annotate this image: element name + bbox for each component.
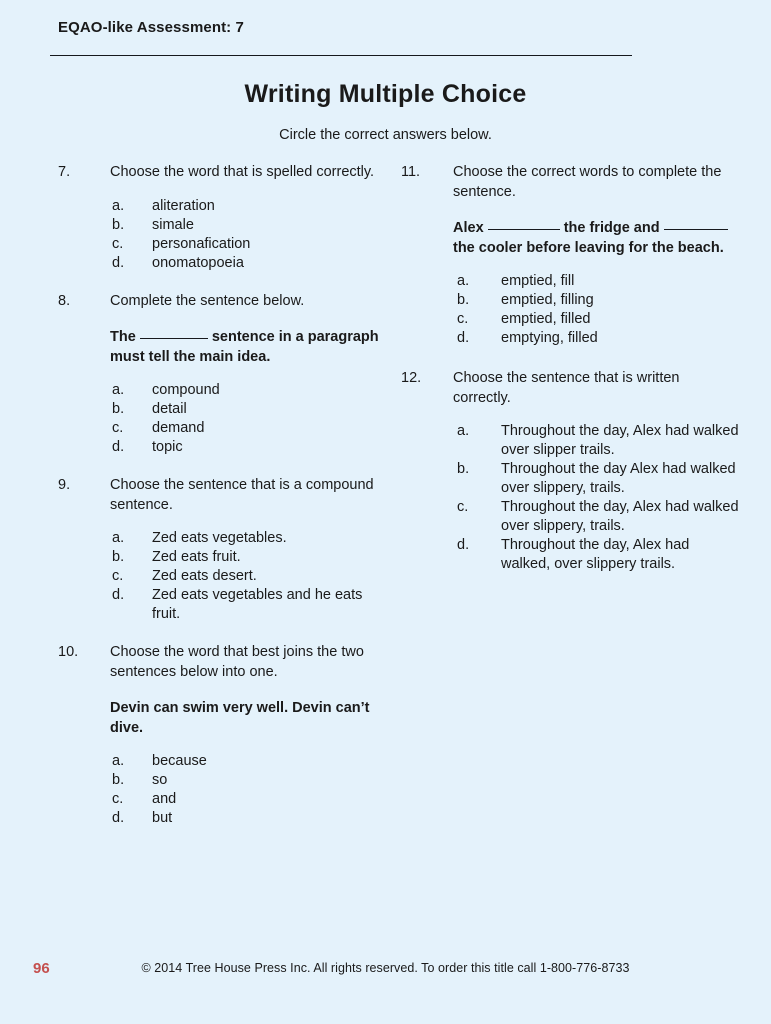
question-prompt: Devin can swim very well. Devin can’t dive.: [110, 700, 370, 736]
question-number: 8.: [58, 292, 71, 309]
option-text: but: [152, 810, 173, 826]
option-text: compound: [152, 382, 220, 398]
option-letter: d.: [112, 439, 125, 455]
option-text: Throughout the day Alex had walked over slippery, trails.: [501, 461, 736, 496]
option-row[interactable]: [112, 254, 388, 273]
option-text: aliteration: [152, 197, 215, 214]
option-list: [112, 197, 388, 273]
question-stem: Choose the word that is spelled correctly.: [110, 164, 375, 180]
question-head: [401, 163, 741, 202]
option-text: because: [152, 753, 207, 769]
option-text: Zed eats vegetables.: [152, 530, 287, 546]
option-text: and: [152, 791, 177, 807]
option-row[interactable]: [112, 529, 388, 548]
option-row[interactable]: [112, 548, 388, 567]
question-item: [58, 476, 388, 624]
question-head: [58, 163, 388, 183]
prompt-text-part1: Alex: [453, 220, 488, 236]
question-item: [401, 369, 741, 574]
option-text: demand: [152, 420, 205, 436]
option-row[interactable]: [457, 498, 741, 536]
option-letter: c.: [112, 791, 124, 807]
option-letter: a.: [457, 423, 470, 439]
fill-in-blank[interactable]: [664, 229, 728, 230]
header-divider: [50, 55, 632, 56]
option-letter: a.: [112, 530, 125, 546]
option-row[interactable]: [112, 752, 388, 771]
question-prompt: [453, 218, 741, 258]
option-letter: b.: [457, 461, 470, 477]
option-letter: c.: [112, 420, 124, 436]
prompt-text-part2: the fridge and: [559, 220, 664, 236]
question-column-right: [401, 163, 741, 594]
question-column-left: [58, 163, 388, 847]
option-row[interactable]: [112, 400, 388, 419]
question-stem: Choose the correct words to complete the sentence.: [453, 164, 722, 200]
page-instructions: Circle the correct answers below.: [279, 127, 492, 143]
prompt-text-after: sentence in a paragraph must tell the main idea.: [110, 329, 379, 365]
option-text: Zed eats desert.: [152, 568, 257, 584]
option-text: Throughout the day, Alex had walked over slipper trails.: [501, 423, 739, 458]
option-letter: d.: [112, 810, 125, 826]
option-row[interactable]: [112, 790, 388, 809]
option-text: emptied, filled: [501, 311, 591, 327]
option-letter: c.: [112, 568, 124, 584]
option-list: [457, 272, 741, 348]
option-list: [112, 381, 388, 457]
option-row[interactable]: [112, 216, 388, 235]
question-prompt: [110, 327, 388, 367]
option-letter: d.: [112, 587, 125, 603]
option-text: Throughout the day, Alex had walked, over slippery trails.: [501, 537, 690, 572]
option-letter: d.: [112, 254, 125, 271]
option-row[interactable]: [112, 438, 388, 457]
option-letter: b.: [112, 549, 125, 565]
question-stem: Choose the sentence that is written correctly.: [453, 370, 680, 406]
option-letter: a.: [112, 197, 125, 214]
option-row[interactable]: [457, 460, 741, 498]
option-row[interactable]: [112, 809, 388, 828]
option-list: [112, 752, 388, 828]
option-row[interactable]: [112, 771, 388, 790]
option-row[interactable]: [112, 235, 388, 254]
option-letter: b.: [112, 216, 125, 233]
question-head: [58, 643, 388, 682]
option-text: detail: [152, 401, 187, 417]
option-row[interactable]: [112, 586, 388, 624]
option-row[interactable]: [457, 329, 741, 348]
option-row[interactable]: [112, 567, 388, 586]
option-text: so: [152, 772, 168, 788]
question-number: 7.: [58, 164, 71, 180]
option-letter: a.: [112, 753, 125, 769]
option-letter: c.: [112, 235, 124, 252]
option-letter: c.: [457, 499, 469, 515]
option-letter: b.: [112, 772, 125, 788]
question-item: [58, 292, 388, 458]
option-letter: d.: [457, 330, 470, 346]
option-text: onomatopoeia: [152, 254, 244, 271]
copyright-notice: © 2014 Tree House Press Inc. All rights reserved. To order this title call 1-800-776-8733: [141, 961, 630, 975]
question-stem: Choose the word that best joins the two sentences below into one.: [110, 644, 364, 680]
question-head: [401, 369, 741, 408]
question-number: 12.: [401, 370, 422, 386]
option-row[interactable]: [457, 310, 741, 329]
option-text: emptied, filling: [501, 292, 594, 308]
page-title: Writing Multiple Choice: [244, 80, 527, 108]
option-text: simale: [152, 216, 194, 233]
option-list: [457, 422, 741, 574]
option-row[interactable]: [457, 536, 741, 574]
option-text: emptying, filled: [501, 330, 598, 346]
option-row[interactable]: [457, 422, 741, 460]
option-letter: a.: [457, 273, 470, 289]
option-letter: b.: [112, 401, 125, 417]
option-text: personafication: [152, 235, 251, 252]
question-item: [401, 163, 741, 348]
question-item: [58, 163, 388, 273]
option-letter: b.: [457, 292, 470, 308]
question-head: [58, 292, 388, 312]
prompt-text-part3: the cooler before leaving for the beach.: [453, 240, 724, 256]
fill-in-blank[interactable]: [488, 229, 560, 230]
question-number: 11.: [401, 164, 421, 180]
option-letter: c.: [457, 311, 469, 327]
option-letter: a.: [112, 382, 125, 398]
option-letter: d.: [457, 537, 470, 553]
question-number: 9.: [58, 477, 71, 493]
option-row[interactable]: [112, 197, 388, 216]
option-text: emptied, fill: [501, 273, 575, 289]
option-row[interactable]: [457, 272, 741, 291]
page-number: 96: [33, 960, 50, 977]
question-number: 10.: [58, 644, 79, 660]
option-row[interactable]: [457, 291, 741, 310]
option-text: Zed eats fruit.: [152, 549, 241, 565]
option-text: topic: [152, 439, 183, 455]
question-stem: Choose the sentence that is a compound sentence.: [110, 477, 374, 513]
option-row[interactable]: [112, 381, 388, 400]
option-row[interactable]: [112, 419, 388, 438]
question-stem: Complete the sentence below.: [110, 292, 305, 309]
option-text: Throughout the day, Alex had walked over slippery, trails.: [501, 499, 739, 534]
prompt-text-before: The: [110, 329, 140, 345]
option-text: Zed eats vegetables and he eats fruit.: [152, 587, 363, 622]
question-head: [58, 476, 388, 515]
option-list: [112, 529, 388, 624]
assessment-header: EQAO-like Assessment: 7: [58, 19, 244, 36]
question-item: [58, 643, 388, 828]
fill-in-blank[interactable]: [140, 338, 208, 339]
